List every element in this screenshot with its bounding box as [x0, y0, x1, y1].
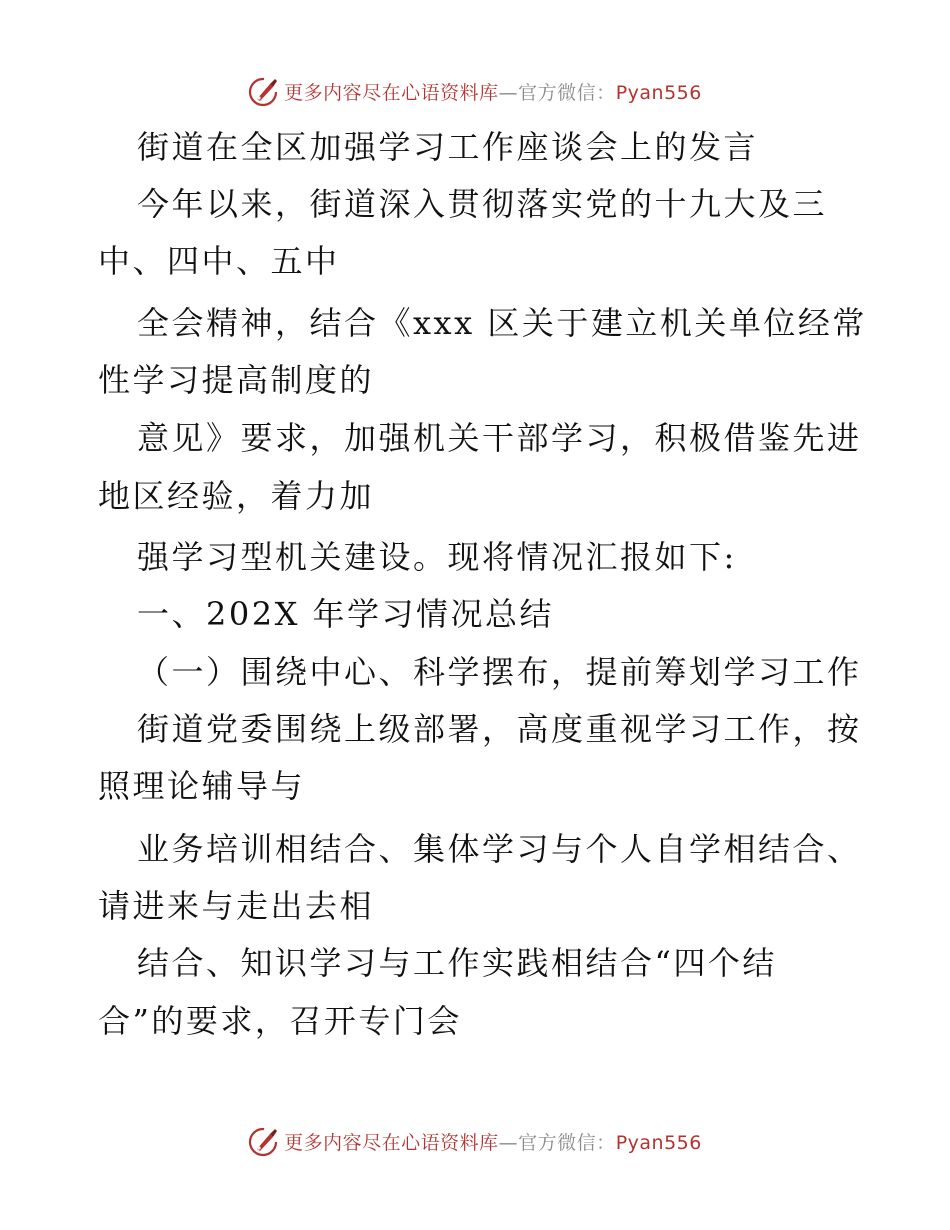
paragraph-line: 全会精神，结合《xxx 区关于建立机关单位经常 — [137, 304, 867, 342]
wechat-label: 官方微信： — [518, 1131, 616, 1154]
wechat-id: Pyan556 — [615, 1131, 702, 1154]
document-title: 街道在全区加强学习工作座谈会上的发言 — [137, 128, 759, 166]
paragraph-line: 中、四中、五中 — [98, 242, 340, 280]
brand-text: 更多内容尽在心语资料库 — [284, 81, 499, 104]
paragraph-line: 照理论辅导与 — [98, 767, 306, 805]
paragraph-line: 业务培训相结合、集体学习与个人自学相结合、 — [137, 830, 862, 868]
pen-logo-icon — [248, 75, 280, 107]
header-watermark-banner — [0, 71, 950, 111]
watermark-text — [284, 1128, 702, 1155]
paragraph-line: 合”的要求，召开专门会 — [98, 1002, 462, 1040]
paragraph-line: 性学习提高制度的 — [98, 361, 375, 399]
paragraph-line: 请进来与走出去相 — [98, 887, 375, 925]
paragraph-line: 地区经验，着力加 — [98, 477, 375, 515]
pen-logo-icon — [248, 1125, 280, 1157]
section-heading: 一、202X 年学习情况总结 — [137, 595, 555, 633]
paragraph-line: 强学习型机关建设。现将情况汇报如下: — [137, 538, 737, 576]
brand-text: 更多内容尽在心语资料库 — [284, 1131, 499, 1154]
paragraph-line: 今年以来，街道深入贯彻落实党的十九大及三 — [137, 185, 828, 223]
wechat-id: Pyan556 — [615, 81, 702, 104]
banner-separator: — — [498, 81, 519, 104]
banner-separator: — — [498, 1131, 519, 1154]
paragraph-line: 街道党委围绕上级部署，高度重视学习工作，按 — [137, 710, 862, 748]
watermark-text — [284, 78, 702, 105]
subsection-heading: （一）围绕中心、科学摆布，提前筹划学习工作 — [137, 653, 862, 691]
paragraph-line: 意见》要求，加强机关干部学习，积极借鉴先进 — [137, 419, 862, 457]
paragraph-line: 结合、知识学习与工作实践相结合“四个结 — [137, 944, 777, 982]
wechat-label: 官方微信： — [518, 81, 616, 104]
footer-watermark-banner — [0, 1121, 950, 1161]
